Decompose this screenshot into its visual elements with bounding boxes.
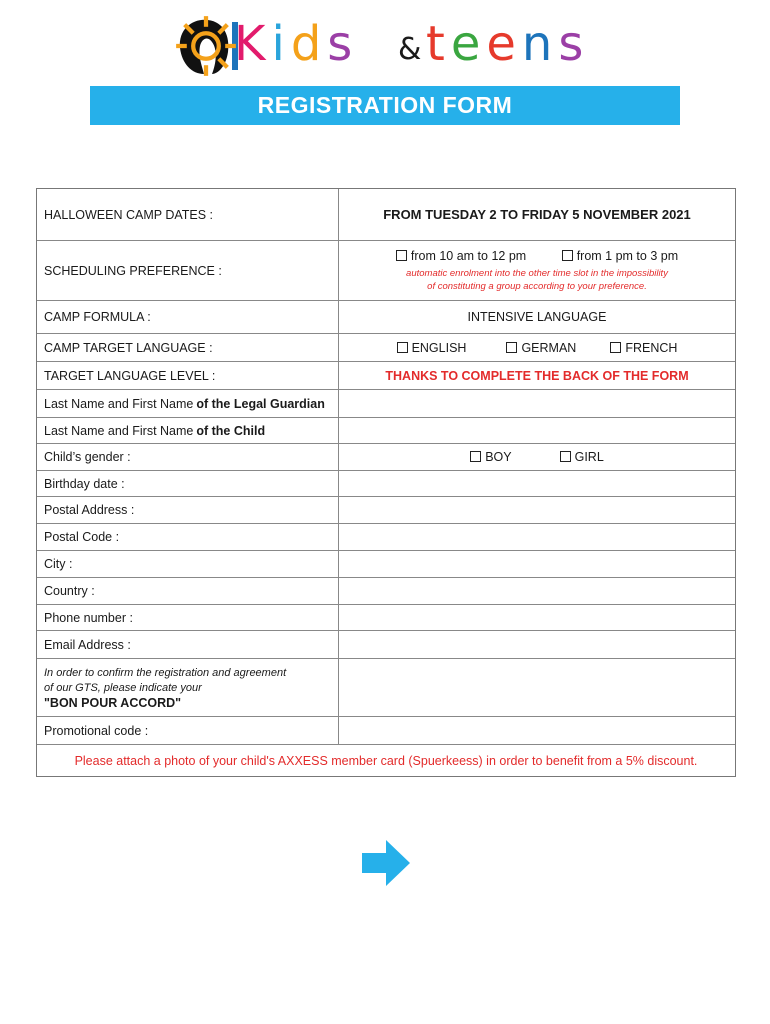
target-language-options (339, 334, 735, 361)
guardian-label: Last Name and First Name of the Legal Guardian (37, 390, 339, 417)
birthday-input[interactable] (339, 471, 735, 496)
footer-note-row (37, 745, 735, 776)
guardian-input[interactable] (339, 390, 735, 417)
email-row (37, 631, 735, 659)
level-row (37, 362, 735, 390)
target-language-row (37, 334, 735, 362)
agreement-input[interactable] (339, 659, 735, 716)
email-label: Email Address : (37, 631, 339, 658)
email-input[interactable] (339, 631, 735, 658)
postal-address-input[interactable] (339, 497, 735, 523)
phone-label: Phone number : (37, 605, 339, 630)
gender-label: Child’s gender : (37, 444, 339, 470)
level-value: THANKS TO COMPLETE THE BACK OF THE FORM (385, 368, 689, 383)
checkbox-icon[interactable] (610, 342, 621, 353)
camp-dates-row (37, 189, 735, 241)
birthday-label: Birthday date : (37, 471, 339, 496)
checkbox-icon[interactable] (562, 250, 573, 261)
birthday-row (37, 471, 735, 497)
country-label: Country : (37, 578, 339, 604)
arrow-right-icon[interactable] (362, 840, 410, 886)
logo-ampersand: & (398, 32, 422, 67)
option-french[interactable]: FRENCH (610, 341, 677, 355)
formula-label: CAMP FORMULA : (37, 301, 339, 333)
postal-code-label: Postal Code : (37, 524, 339, 550)
registration-table (36, 188, 736, 777)
option-morning[interactable]: from 10 am to 12 pm (396, 249, 526, 263)
logo-kids-text: Kids (234, 16, 359, 72)
option-afternoon[interactable]: from 1 pm to 3 pm (562, 249, 678, 263)
agreement-line1: In order to confirm the registration and agreement (44, 666, 287, 679)
checkbox-icon[interactable] (506, 342, 517, 353)
promo-row (37, 717, 735, 745)
postal-address-row (37, 497, 735, 524)
scheduling-note-line2: of constituting a group according to your preference. (427, 280, 647, 292)
option-girl[interactable]: GIRL (560, 450, 604, 464)
level-label: TARGET LANGUAGE LEVEL : (37, 362, 339, 389)
city-row (37, 551, 735, 578)
logo-teens-text: teens (426, 16, 590, 72)
camp-dates-value: FROM TUESDAY 2 TO FRIDAY 5 NOVEMBER 2021 (383, 207, 691, 222)
checkbox-icon[interactable] (560, 451, 571, 462)
agreement-line2: of our GTS, please indicate your (44, 681, 202, 694)
formula-row (37, 301, 735, 334)
target-language-label: CAMP TARGET LANGUAGE : (37, 334, 339, 361)
gender-row (37, 444, 735, 471)
formula-value: INTENSIVE LANGUAGE (467, 310, 607, 324)
city-input[interactable] (339, 551, 735, 577)
country-input[interactable] (339, 578, 735, 604)
form-title-banner: REGISTRATION FORM (90, 86, 680, 125)
phone-input[interactable] (339, 605, 735, 630)
scheduling-label: SCHEDULING PREFERENCE : (37, 241, 339, 300)
child-row (37, 418, 735, 444)
kids-teens-logo (172, 14, 602, 78)
sun-icon (172, 14, 240, 78)
option-english[interactable]: ENGLISH (397, 341, 467, 355)
agreement-row (37, 659, 735, 717)
camp-dates-label: HALLOWEEN CAMP DATES : (37, 189, 339, 240)
child-label: Last Name and First Name of the Child (37, 418, 339, 443)
postal-address-label: Postal Address : (37, 497, 339, 523)
postal-code-row (37, 524, 735, 551)
promo-input[interactable] (339, 717, 735, 744)
option-german[interactable]: GERMAN (506, 341, 576, 355)
city-label: City : (37, 551, 339, 577)
option-boy[interactable]: BOY (470, 450, 511, 464)
checkbox-icon[interactable] (396, 250, 407, 261)
promo-label: Promotional code : (37, 717, 339, 744)
footer-note: Please attach a photo of your child's AXXESS member card (Spuerkeess) in order to benefit from a 5% discount. (74, 753, 698, 768)
country-row (37, 578, 735, 605)
agreement-line3: "BON POUR ACCORD" (44, 695, 182, 710)
gender-options (339, 444, 735, 470)
guardian-row (37, 390, 735, 418)
scheduling-row (37, 241, 735, 301)
phone-row (37, 605, 735, 631)
postal-code-input[interactable] (339, 524, 735, 550)
child-input[interactable] (339, 418, 735, 443)
scheduling-note-line1: automatic enrolment into the other time slot in the impossibility (406, 267, 668, 279)
agreement-label (37, 659, 339, 716)
checkbox-icon[interactable] (397, 342, 408, 353)
checkbox-icon[interactable] (470, 451, 481, 462)
scheduling-options (339, 241, 735, 300)
